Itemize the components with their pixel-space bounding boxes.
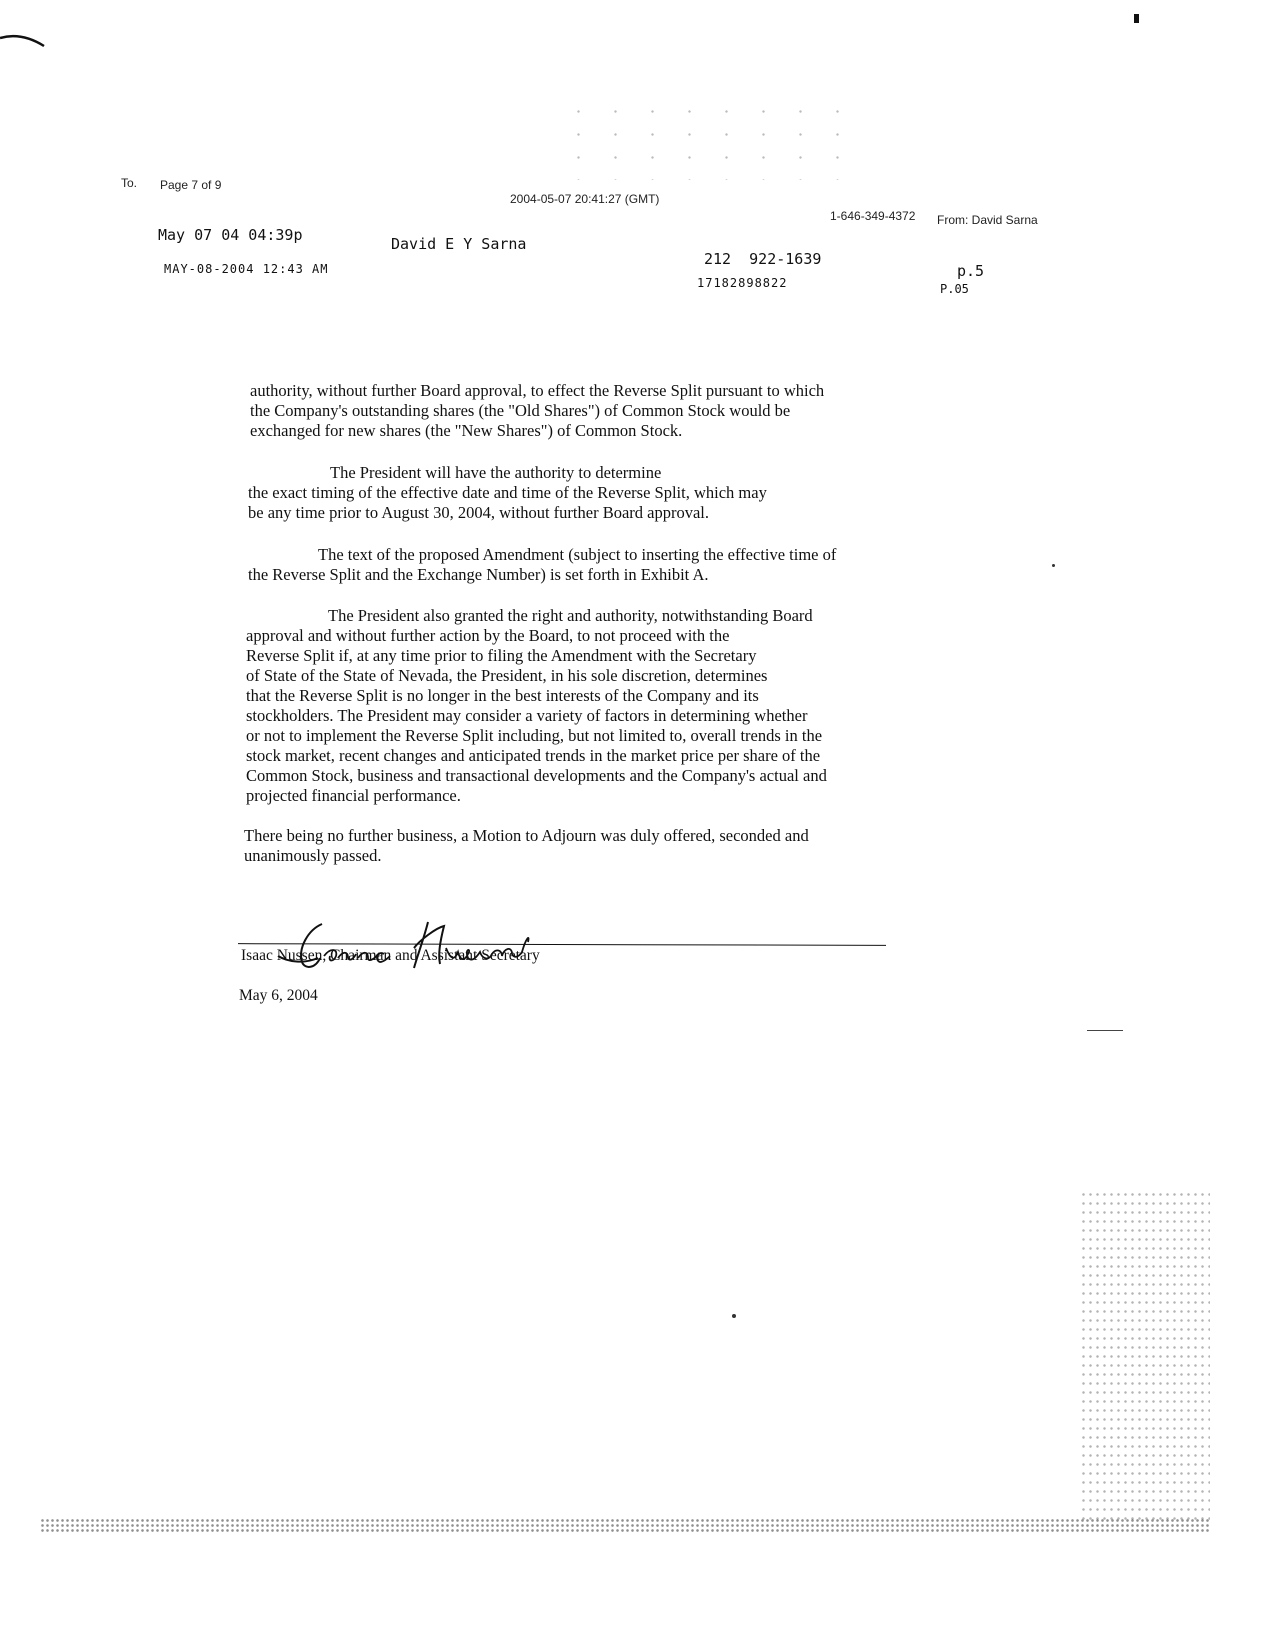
- fax-line3-number: 17182898822: [697, 276, 788, 290]
- scan-noise-right: [1080, 1190, 1210, 1520]
- text-line: of State of the State of Nevada, the President, in his sole discretion, determines: [246, 666, 768, 685]
- text-line: The President also granted the right and authority, notwithstanding Board: [328, 606, 813, 625]
- text-line: There being no further business, a Motion to Adjourn was duly offered, seconded and: [244, 826, 809, 845]
- scan-dots-top: [560, 100, 860, 180]
- text-line: Reverse Split if, at any time prior to filing the Amendment with the Secretary: [246, 646, 757, 665]
- signature-date: May 6, 2004: [239, 987, 318, 1004]
- fax-timestamp: 2004-05-07 20:41:27 (GMT): [510, 192, 660, 206]
- scan-speck: [1052, 564, 1055, 567]
- fax-from-label: From: David Sarna: [937, 213, 1038, 227]
- text-line: unanimously passed.: [244, 846, 382, 865]
- text-line: approval and without further action by the Board, to not proceed with the: [246, 626, 730, 645]
- paragraph-adjourn: [244, 826, 809, 866]
- scan-speck: [1134, 14, 1139, 23]
- text-line: Common Stock, business and transactional developments and the Company's actual and: [246, 766, 827, 785]
- paragraph-president-timing: [248, 463, 767, 523]
- text-line: The President will have the authority to determine: [330, 463, 662, 482]
- text-line: projected financial performance.: [246, 786, 461, 805]
- fax-line2-phone: 212 922-1639: [704, 250, 822, 268]
- text-line: authority, without further Board approval, to effect the Reverse Split pursuant to which: [250, 381, 825, 400]
- text-line: stockholders. The President may consider a variety of factors in determining whether: [246, 706, 808, 725]
- text-line: be any time prior to August 30, 2004, without further Board approval.: [248, 503, 710, 522]
- fax-line2-page: p.5: [957, 262, 985, 280]
- text-line: the Company's outstanding shares (the "Old Shares") of Common Stock would be: [250, 401, 791, 420]
- scan-noise-bottom: [40, 1518, 1210, 1534]
- scan-dash-right: [1087, 1030, 1123, 1031]
- paragraph-reverse-split-authority: [250, 381, 824, 441]
- text-line: the Reverse Split and the Exchange Number) is set forth in Exhibit A.: [248, 565, 709, 584]
- fax-page-label: Page 7 of 9: [160, 178, 222, 192]
- fax-line2-datetime: May 07 04 04:39p: [158, 226, 303, 244]
- fax-line2-sender: David E Y Sarna: [391, 235, 527, 253]
- text-line: stock market, recent changes and anticipated trends in the market price per share of the: [246, 746, 821, 765]
- text-line: or not to implement the Reverse Split including, but not limited to, overall trends in the: [246, 726, 823, 745]
- text-line: that the Reverse Split is no longer in the best interests of the Company and its: [246, 686, 759, 705]
- paragraph-amendment-text: [248, 545, 836, 585]
- fax-line3-page: P.05: [940, 282, 969, 296]
- paragraph-president-discretion: [246, 606, 827, 806]
- scan-mark-top-left: [0, 30, 60, 70]
- signer-name-title: Isaac Nussen, Chairman and Assistant Secretary: [241, 947, 540, 964]
- text-line: The text of the proposed Amendment (subject to inserting the effective time of: [318, 545, 837, 564]
- scan-speck: [732, 1314, 736, 1318]
- fax-sender-number: 1-646-349-4372: [830, 209, 916, 223]
- text-line: the exact timing of the effective date and time of the Reverse Split, which may: [248, 483, 767, 502]
- text-line: exchanged for new shares (the "New Shares") of Common Stock.: [250, 421, 683, 440]
- fax-to-label: To.: [121, 176, 138, 190]
- fax-line3-datetime: MAY-08-2004 12:43 AM: [164, 262, 329, 276]
